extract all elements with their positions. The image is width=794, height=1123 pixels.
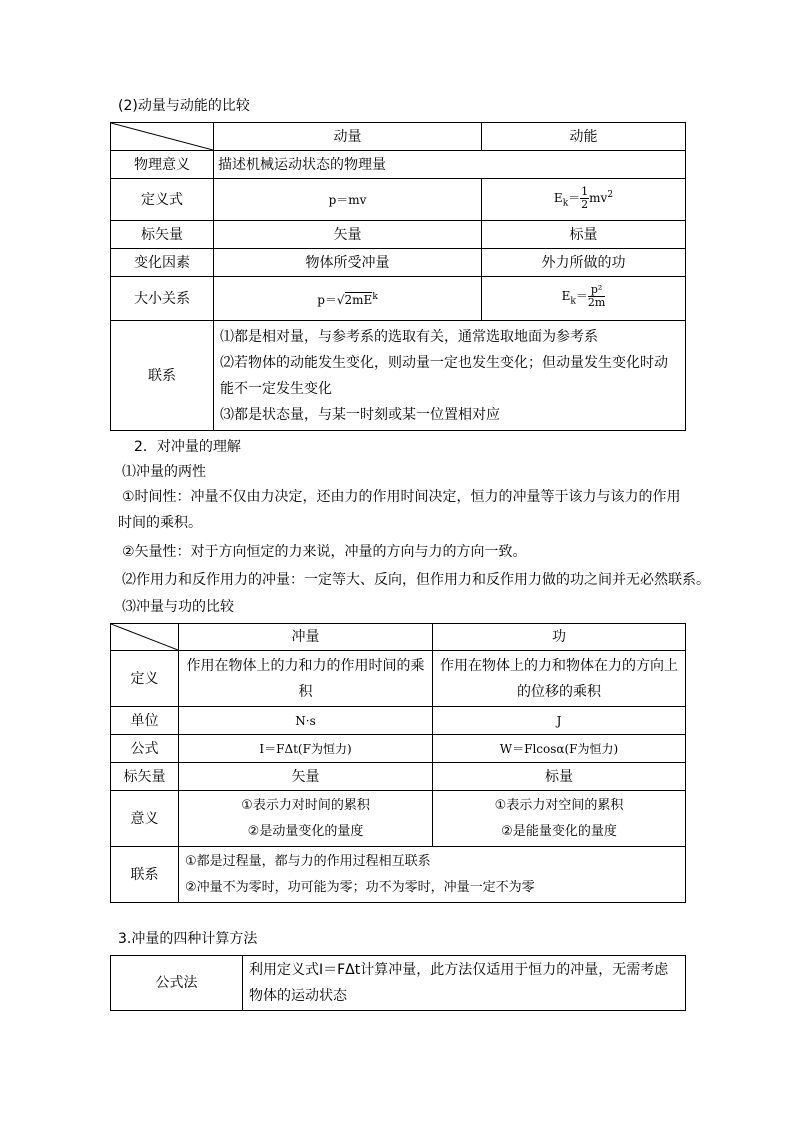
impulse-meaning: ①表示力对时间的累积 ②是动量变化的量度: [179, 791, 433, 847]
momentum-magnitude-relation: $p=√2mE^k$: [214, 277, 482, 321]
impulse-work-table: [110, 623, 686, 903]
row-label: 联系: [111, 321, 214, 431]
calculation-method-table: [110, 955, 686, 1011]
paragraph-action-reaction: ⑵作用力和反作用力的冲量：一定等大、反向，但作用力和反作用力做的功之间并无必然联系。: [122, 572, 710, 588]
kinetic-energy-definition: $E_k=$ $\frac{1}{2}$ $mv^2$: [482, 179, 686, 221]
fraction-half: $\frac{1}{2}$: [581, 185, 589, 212]
paragraph-time-property: ①时间性：冲量不仅由力决定，还由力的作用时间决定，恒力的冲量等于该力与该力的作用时间的乘积。: [118, 489, 681, 531]
momentum-definition: p＝mv: [214, 179, 482, 221]
impulse-definition: 作用在物体上的力和力的作用时间的乘积: [179, 651, 433, 707]
relation-cell: ①都是过程量，都与力的作用过程相互联系 ②冲量不为零时，功可能为零；功不为零时，冲量一定不为零: [179, 847, 686, 903]
row-label: 联系: [111, 847, 179, 903]
row-label: 大小关系: [111, 277, 214, 321]
relation-line: ⑶都是状态量，与某一时刻或某一位置相对应: [220, 406, 500, 423]
fraction-p2-2m: $\frac{\text{p²}}{2m}$: [587, 282, 606, 309]
subtitle-impulse-vs-work: ⑶冲量与功的比较: [122, 599, 234, 615]
relation-line: ⑵若物体的动能发生变化，则动量一定也发生变化；但动量发生变化时动能不一定发生变化: [220, 354, 668, 397]
sqrt-symbol: √: [336, 293, 345, 307]
row-label: 物理意义: [111, 151, 214, 179]
row-label: 单位: [111, 707, 179, 735]
cell: 外力所做的功: [482, 249, 686, 277]
row-label: 定义式: [111, 179, 214, 221]
header-kinetic-energy: 动能: [482, 123, 686, 151]
row-label: 意义: [111, 791, 179, 847]
header-work: 功: [433, 624, 686, 651]
work-definition: 作用在物体上的力和物体在力的方向上的位移的乘积: [433, 651, 686, 707]
impulse-formula: I＝FΔt(F为恒力): [179, 735, 433, 763]
physical-meaning-value: 描述机械运动状态的物理量: [214, 151, 686, 179]
diagonal-header-cell: [111, 123, 214, 151]
formula-method-description: 利用定义式I＝FΔt计算冲量，此方法仅适用于恒力的冲量，无需考虑物体的运动状态: [243, 956, 686, 1011]
cell: 物体所受冲量: [214, 249, 482, 277]
header-momentum: 动量: [214, 123, 482, 151]
section-title-impulse: 2．对冲量的理解: [134, 439, 241, 455]
kinetic-energy-magnitude-relation: $E_k=$ $\frac{\text{p²}}{2m}$: [482, 277, 686, 321]
section-title-momentum-vs-kinetic-energy: (2)动量与动能的比较: [118, 98, 250, 114]
relation-cell: [214, 321, 686, 431]
work-formula: W＝Flcosα(F为恒力): [433, 735, 686, 763]
paragraph-vector-property: ②矢量性：对于方向恒定的力来说，冲量的方向与力的方向一致。: [122, 544, 527, 560]
work-unit: J: [433, 707, 686, 735]
cell: 矢量: [179, 763, 433, 791]
row-label: 变化因素: [111, 249, 214, 277]
cell: 标量: [433, 763, 686, 791]
row-label: 标矢量: [111, 763, 179, 791]
impulse-unit: N·s: [179, 707, 433, 735]
subtitle-two-properties: ⑴冲量的两性: [122, 464, 206, 480]
relation-line: ⑴都是相对量，与参考系的选取有关，通常选取地面为参考系: [220, 328, 598, 345]
header-impulse: 冲量: [179, 624, 433, 651]
momentum-kinetic-energy-table: [110, 122, 686, 431]
section-title-calculation-methods: 3.冲量的四种计算方法: [118, 931, 258, 947]
cell: 标量: [482, 221, 686, 249]
cell: 矢量: [214, 221, 482, 249]
row-label: 定义: [111, 651, 179, 707]
work-meaning: ①表示力对空间的累积 ②是能量变化的量度: [433, 791, 686, 847]
diagonal-header-cell: [111, 624, 179, 651]
row-label: 公式: [111, 735, 179, 763]
row-label: 公式法: [111, 956, 243, 1011]
row-label: 标矢量: [111, 221, 214, 249]
